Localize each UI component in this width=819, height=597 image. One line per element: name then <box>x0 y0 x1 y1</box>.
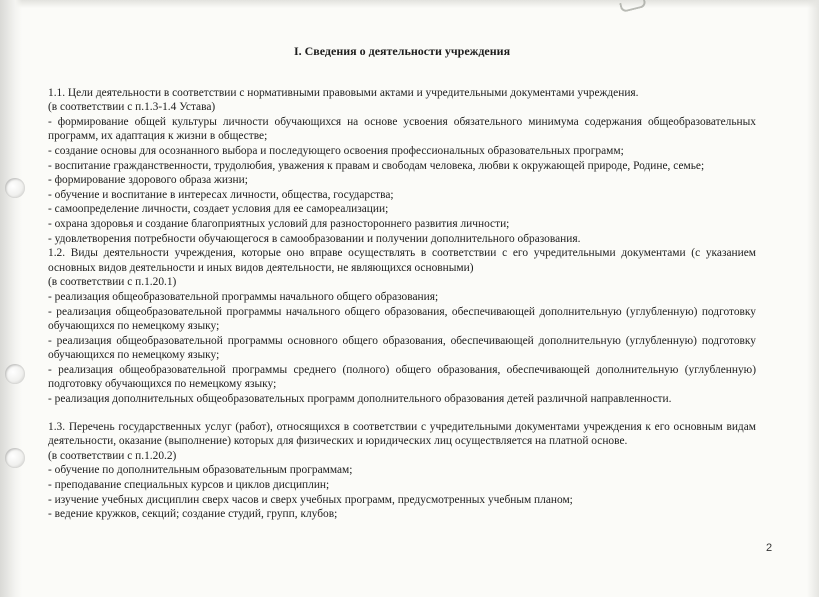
paragraph-line: - охрана здоровья и создание благоприятных условий для разностороннего развития личности; <box>48 217 510 230</box>
paragraph-line: - удовлетворения потребности обучающегося в самообразовании и получении дополнительного образования. <box>48 232 581 245</box>
scan-top-shadow <box>0 0 819 8</box>
page-number: 2 <box>766 542 773 554</box>
paragraph-line: - реализация общеобразовательной программы основного общего образования, обеспечивающей дополнительную (углубленную) подготовку обучающихся по немецкому языку; <box>48 334 756 362</box>
paragraph-line: - реализация общеобразовательной программы среднего (полного) общего образования, обеспечивающей дополнительную (углубленную) подготовку обучающихся по немецкому языку; <box>48 363 756 391</box>
paragraph-line: (в соответствии с п.1.20.1) <box>48 276 177 289</box>
paragraph-line: (в соответствии с п.1.20.2) <box>48 449 177 462</box>
paragraph-line: - реализация дополнительных общеобразовательных программ дополнительного образования детей различной направленности. <box>48 393 672 406</box>
paragraph-line: - формирование общей культуры личности обучающихся на основе усвоения обязательного минимума содержания общеобразовательных программ, их адаптация к жизни в обществе; <box>48 115 756 143</box>
paragraph-line: 1.1. Цели деятельности в соответствии с нормативными правовыми актами и учредительными документами учреждения. <box>48 86 639 99</box>
paragraph-line: - реализация общеобразовательной программы начального общего образования, обеспечивающей дополнительную (углубленную) подготовку обучающихся по немецкому языку; <box>48 305 756 333</box>
paragraph-line: (в соответствии с п.1.3-1.4 Устава) <box>48 101 216 114</box>
paragraph-line: - формирование здорового образа жизни; <box>48 174 248 187</box>
paragraph-line: - создание основы для осознанного выбора и последующего освоения профессиональных образовательных программ; <box>48 144 624 157</box>
paragraph-line: - обучение по дополнительным образовательным программам; <box>48 464 353 477</box>
paragraph-spacer <box>48 407 756 420</box>
paragraph-line: - обучение и воспитание в интересах личности, общества, государства; <box>48 188 394 201</box>
scan-right-shadow <box>807 0 819 597</box>
paragraph-line: 1.2. Виды деятельности учреждения, которые оно вправе осуществлять в соответствии с его учредительными документами (с указанием основных видов деятельности и иных видов деятельности, не являющихся основными) <box>48 247 756 274</box>
section-1-2 <box>48 246 756 407</box>
section-1-3 <box>48 420 756 522</box>
paper-clip-mark <box>619 0 647 13</box>
scan-left-shadow <box>0 0 22 597</box>
punch-hole-icon <box>5 178 25 198</box>
section-1-1 <box>48 86 756 247</box>
paragraph-line: - реализация общеобразовательной программы начального общего образования; <box>48 290 439 303</box>
paragraph-line: - преподавание специальных курсов и циклов дисциплин; <box>48 479 330 492</box>
paragraph-line: 1.3. Перечень государственных услуг (работ), относящихся в соответствии с учредительными документами учреждения к его основным видам деятельности, оказание (выполнение) которых для физических и юридических лиц осуществляется на платной основе. <box>48 420 756 448</box>
paragraph-line: - изучение учебных дисциплин сверх часов и сверх учебных программ, предусмотренных учебным планом; <box>48 493 573 506</box>
punch-hole-icon <box>5 364 25 384</box>
punch-hole-icon <box>5 448 25 468</box>
paragraph-line: - воспитание гражданственности, трудолюбия, уважения к правам и свободам человека, любви к окружающей природе, Родине, семье; <box>48 159 705 172</box>
section-title: I. Сведения о деятельности учреждения <box>293 44 511 58</box>
paragraph-line: - ведение кружков, секций; создание студий, групп, клубов; <box>48 508 338 521</box>
document-body <box>48 44 756 522</box>
paragraph-line: - самоопределение личности, создает условия для ее самореализации; <box>48 203 389 216</box>
